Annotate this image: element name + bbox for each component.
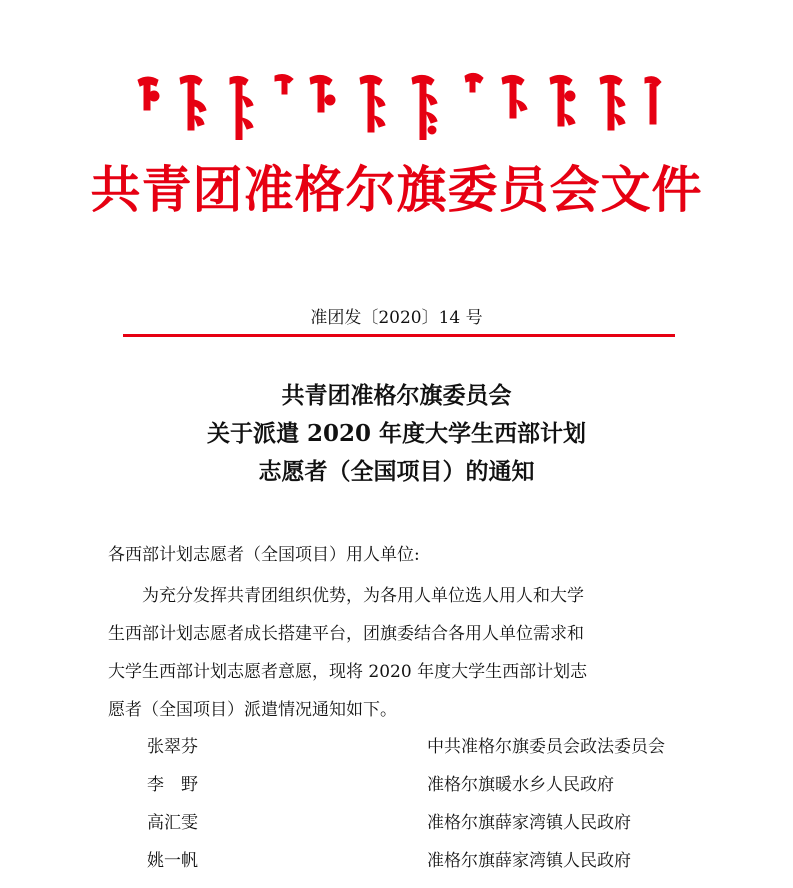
body-line: 大学生西部计划志愿者意愿，现将 2020 年度大学生西部计划志	[108, 662, 588, 682]
issuer-title: 共青团准格尔旗委员会文件	[90, 161, 703, 219]
body-line: 生西部计划志愿者成长搭建平台，团旗委结合各用人单位需求和	[108, 624, 584, 644]
notice-title-line: 志愿者（全国项目）的通知	[258, 458, 535, 485]
volunteer-name: 张翠芬	[147, 737, 198, 757]
assignment-row	[0, 732, 793, 770]
body-paragraph	[108, 577, 698, 729]
notice-title	[0, 377, 793, 491]
body-line: 为充分发挥共青团组织优势，为各用人单位选人用人和大学	[108, 586, 584, 606]
volunteer-name: 李 野	[147, 775, 198, 795]
salutation: 各西部计划志愿者（全国项目）用人单位:	[108, 545, 420, 565]
employer-unit: 准格尔旗薛家湾镇人民政府	[427, 851, 631, 871]
body-line: 愿者（全国项目）派遣情况通知如下。	[108, 700, 397, 720]
red-divider	[123, 334, 675, 337]
volunteer-name: 高汇雯	[147, 813, 198, 833]
assignment-row	[0, 846, 793, 884]
document-number: 准团发〔2020〕14 号	[310, 308, 483, 328]
employer-unit: 准格尔旗薛家湾镇人民政府	[427, 813, 631, 833]
notice-title-line: 共青团准格尔旗委员会	[281, 382, 512, 409]
mongolian-script-icon	[130, 70, 670, 140]
volunteer-name: 姚一帆	[147, 851, 198, 871]
employer-unit: 中共准格尔旗委员会政法委员会	[427, 737, 665, 757]
employer-unit: 准格尔旗暖水乡人民政府	[427, 775, 614, 795]
assignment-row	[0, 808, 793, 846]
notice-title-line: 关于派遣 2020 年度大学生西部计划	[206, 420, 587, 447]
assignment-row	[0, 770, 793, 808]
